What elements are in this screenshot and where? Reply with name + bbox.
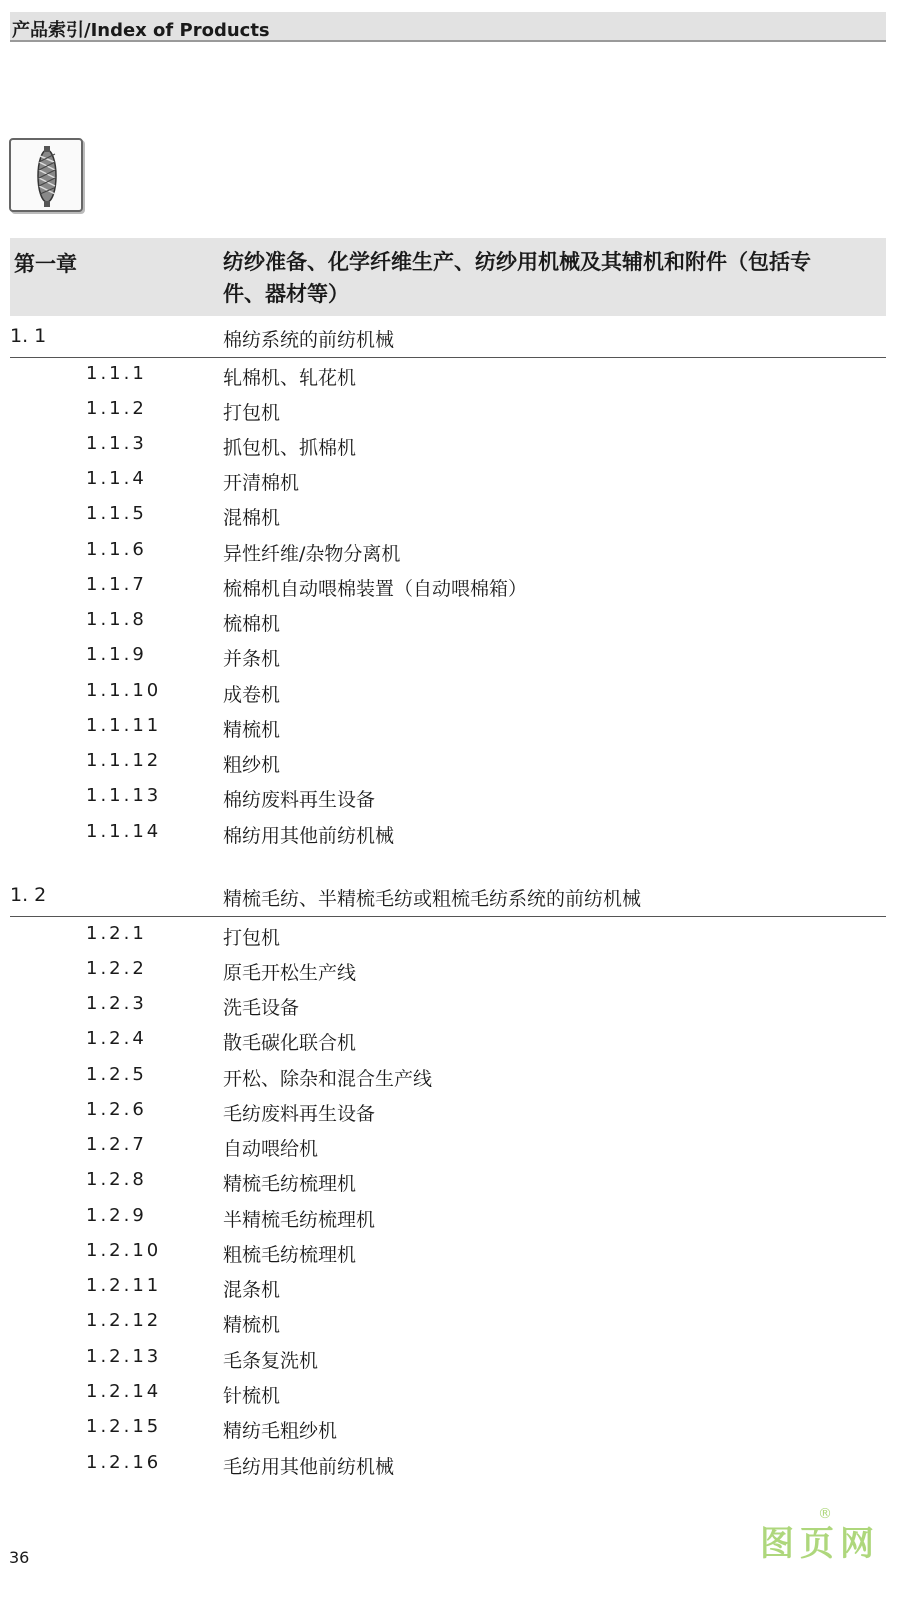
page-header <box>10 12 886 42</box>
item-number: 1.1.10 <box>86 680 162 701</box>
item-number: 1.1.3 <box>86 433 147 454</box>
section-heading <box>10 880 886 917</box>
item-number: 1.2.4 <box>86 1028 147 1049</box>
index-row <box>10 1342 886 1377</box>
index-row <box>10 1306 886 1341</box>
item-number: 1.2.13 <box>86 1346 162 1367</box>
index-row <box>10 535 886 570</box>
item-number: 1.1.9 <box>86 644 147 665</box>
item-label: 梳棉机自动喂棉装置（自动喂棉箱） <box>223 578 528 600</box>
index-row <box>10 429 886 464</box>
item-number: 1.1.11 <box>86 715 162 736</box>
item-number: 1.2.3 <box>86 993 147 1014</box>
item-label: 半精梳毛纺梳理机 <box>223 1209 376 1231</box>
item-number: 1.2.2 <box>86 958 147 979</box>
item-number: 1.2.6 <box>86 1099 147 1120</box>
section-heading <box>10 321 886 358</box>
item-label: 开松、除杂和混合生产线 <box>223 1068 433 1090</box>
index-row <box>10 1377 886 1412</box>
item-number: 1.2.7 <box>86 1134 147 1155</box>
item-number: 1.1.6 <box>86 539 147 560</box>
index-row <box>10 989 886 1024</box>
watermark-logo: 图页网 <box>760 1524 880 1564</box>
item-number: 1.2.16 <box>86 1452 162 1473</box>
index-row <box>10 1095 886 1130</box>
item-number: 1.2.8 <box>86 1169 147 1190</box>
index-row <box>10 746 886 781</box>
item-number: 1.2.11 <box>86 1275 162 1296</box>
item-label: 自动喂给机 <box>223 1138 319 1160</box>
index-row <box>10 1130 886 1165</box>
item-number: 1.1.5 <box>86 503 147 524</box>
section-title: 精梳毛纺、半精梳毛纺或粗梳毛纺系统的前纺机械 <box>223 888 642 910</box>
item-label: 精纺毛粗纱机 <box>223 1420 338 1442</box>
watermark-registered-mark: ® <box>818 1506 832 1522</box>
index-row <box>10 464 886 499</box>
item-number: 1.2.12 <box>86 1310 162 1331</box>
item-number: 1.1.7 <box>86 574 147 595</box>
item-label: 散毛碳化联合机 <box>223 1032 357 1054</box>
item-label: 开清棉机 <box>223 472 300 494</box>
index-row <box>10 359 886 394</box>
spinning-bobbin-icon <box>9 138 83 212</box>
index-row <box>10 1236 886 1271</box>
item-label: 粗纱机 <box>223 754 281 776</box>
item-number: 1.1.13 <box>86 785 162 806</box>
item-label: 异性纤维/杂物分离机 <box>223 543 401 565</box>
item-number: 1.1.8 <box>86 609 147 630</box>
index-row <box>10 640 886 675</box>
chapter-title: 纺纱准备、化学纤维生产、纺纱用机械及其辅机和附件（包括专件、器材等） <box>223 250 811 306</box>
item-number: 1.2.10 <box>86 1240 162 1261</box>
item-label: 原毛开松生产线 <box>223 962 357 984</box>
index-row <box>10 499 886 534</box>
index-row <box>10 570 886 605</box>
item-number: 1.1.12 <box>86 750 162 771</box>
item-label: 毛条复洗机 <box>223 1350 319 1372</box>
item-label: 毛纺用其他前纺机械 <box>223 1456 395 1478</box>
item-label: 轧棉机、轧花机 <box>223 367 357 389</box>
item-label: 粗梳毛纺梳理机 <box>223 1244 357 1266</box>
item-label: 精梳机 <box>223 1314 281 1336</box>
item-label: 抓包机、抓棉机 <box>223 437 357 459</box>
item-label: 打包机 <box>223 402 281 424</box>
index-row <box>10 1448 886 1483</box>
item-number: 1.2.14 <box>86 1381 162 1402</box>
index-row <box>10 676 886 711</box>
item-label: 精梳毛纺梳理机 <box>223 1173 357 1195</box>
item-label: 棉纺废料再生设备 <box>223 789 376 811</box>
index-row <box>10 605 886 640</box>
bobbin-icon-graphic <box>11 140 85 214</box>
item-number: 1.1.4 <box>86 468 147 489</box>
page-header-title: 产品索引/Index of Products <box>12 20 270 41</box>
index-row <box>10 919 886 954</box>
index-row <box>10 1412 886 1447</box>
item-number: 1.1.2 <box>86 398 147 419</box>
item-label: 混条机 <box>223 1279 281 1301</box>
item-number: 1.2.9 <box>86 1205 147 1226</box>
item-label: 毛纺废料再生设备 <box>223 1103 376 1125</box>
item-label: 针梳机 <box>223 1385 281 1407</box>
item-number: 1.2.5 <box>86 1064 147 1085</box>
index-row <box>10 817 886 852</box>
item-label: 成卷机 <box>223 684 281 706</box>
index-row <box>10 1024 886 1059</box>
index-row <box>10 1271 886 1306</box>
item-label: 梳棉机 <box>223 613 281 635</box>
chapter-heading <box>10 238 886 316</box>
item-number: 1.2.1 <box>86 923 147 944</box>
index-row <box>10 954 886 989</box>
section-number: 1. 1 <box>10 325 47 347</box>
page-number: 36 <box>9 1548 30 1567</box>
index-row <box>10 394 886 429</box>
item-number: 1.2.15 <box>86 1416 162 1437</box>
chapter-number: 第一章 <box>14 252 77 276</box>
item-number: 1.1.14 <box>86 821 162 842</box>
item-label: 精梳机 <box>223 719 281 741</box>
section-title: 棉纺系统的前纺机械 <box>223 329 395 351</box>
item-label: 棉纺用其他前纺机械 <box>223 825 395 847</box>
item-label: 打包机 <box>223 927 281 949</box>
index-row <box>10 1060 886 1095</box>
item-label: 洗毛设备 <box>223 997 300 1019</box>
item-number: 1.1.1 <box>86 363 147 384</box>
index-row <box>10 711 886 746</box>
section-number: 1. 2 <box>10 884 47 906</box>
item-label: 混棉机 <box>223 507 281 529</box>
index-row <box>10 781 886 816</box>
item-label: 并条机 <box>223 648 281 670</box>
index-row <box>10 1165 886 1200</box>
index-row <box>10 1201 886 1236</box>
